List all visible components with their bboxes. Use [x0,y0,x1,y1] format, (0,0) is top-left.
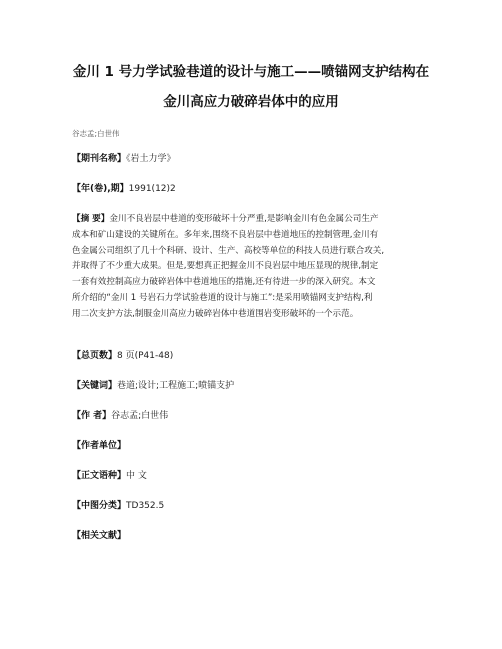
affiliation-label: 【作者单位】 [72,441,127,451]
abstract-line-7: 用二次支护方法,制服金川高应力破碎岩体中巷道围岩变形破坏的一个示范。 [72,308,359,319]
language-value: 中 文 [126,471,147,481]
language-field [72,470,147,482]
year-issue-value: 1991(12)2 [128,184,176,194]
abstract-line-4: 并取得了不少重大成果。但是,要想真正把握金川不良岩层中地压显现的规律,制定 [72,261,379,272]
year-issue-label: 【年(卷),期】 [72,184,129,194]
document-title-line-2: 金川高应力破碎岩体中的应用 [163,94,339,110]
abstract-line-2: 成本和矿山建设的关键所在。多年来,围绕不良岩层中巷道地压的控制管理,金川有 [72,229,379,240]
abstract-field [72,212,440,323]
author-byline: 谷志孟;白世伟 [72,129,120,138]
keywords-field [72,380,234,392]
pages-field [72,350,173,362]
abstract-line-3: 色金属公司组织了几十个科研、设计、生产、高校等单位的科技人员进行联合攻关, [72,245,385,256]
abstract-line-1 [72,212,440,228]
language-label: 【正文语种】 [72,471,127,481]
related-field [72,530,126,542]
abstract-line-5: 一套有效控制高应力破碎岩体中巷道地压的措施,还有待进一步的深入研究。本文 [72,277,376,288]
document-title-line-1: 金川 1 号力学试验巷道的设计与施工——喷锚网支护结构在 [72,64,430,80]
journal-field [72,153,176,165]
keywords-value: 巷道;设计;工程施工;喷锚支护 [117,381,235,391]
related-label: 【相关文献】 [72,531,127,541]
authors-field [72,410,168,422]
clc-value: TD352.5 [126,501,165,511]
abstract-line-6: 所介绍的“金川 1 号岩石力学试验巷道的设计与施工”:是采用喷锚网支护结构,利 [72,292,373,303]
year-issue-field [72,183,176,195]
journal-label: 【期刊名称】 [72,154,127,164]
clc-label: 【中图分类】 [72,501,127,511]
abstract-label: 【摘 要】 [72,214,110,224]
pages-value: 8 页(P41-48) [117,351,174,361]
keywords-label: 【关键词】 [72,381,118,391]
abstract-text-1: 金川不良岩层中巷道的变形破坏十分严重,是影响金川有色金属公司生产 [109,214,379,224]
journal-value: 《岩土力学》 [126,154,176,164]
affiliation-field [72,440,126,452]
authors-value: 谷志孟;白世伟 [111,411,169,421]
clc-field [72,500,164,512]
authors-label: 【作 者】 [72,411,112,421]
pages-label: 【总页数】 [72,351,118,361]
